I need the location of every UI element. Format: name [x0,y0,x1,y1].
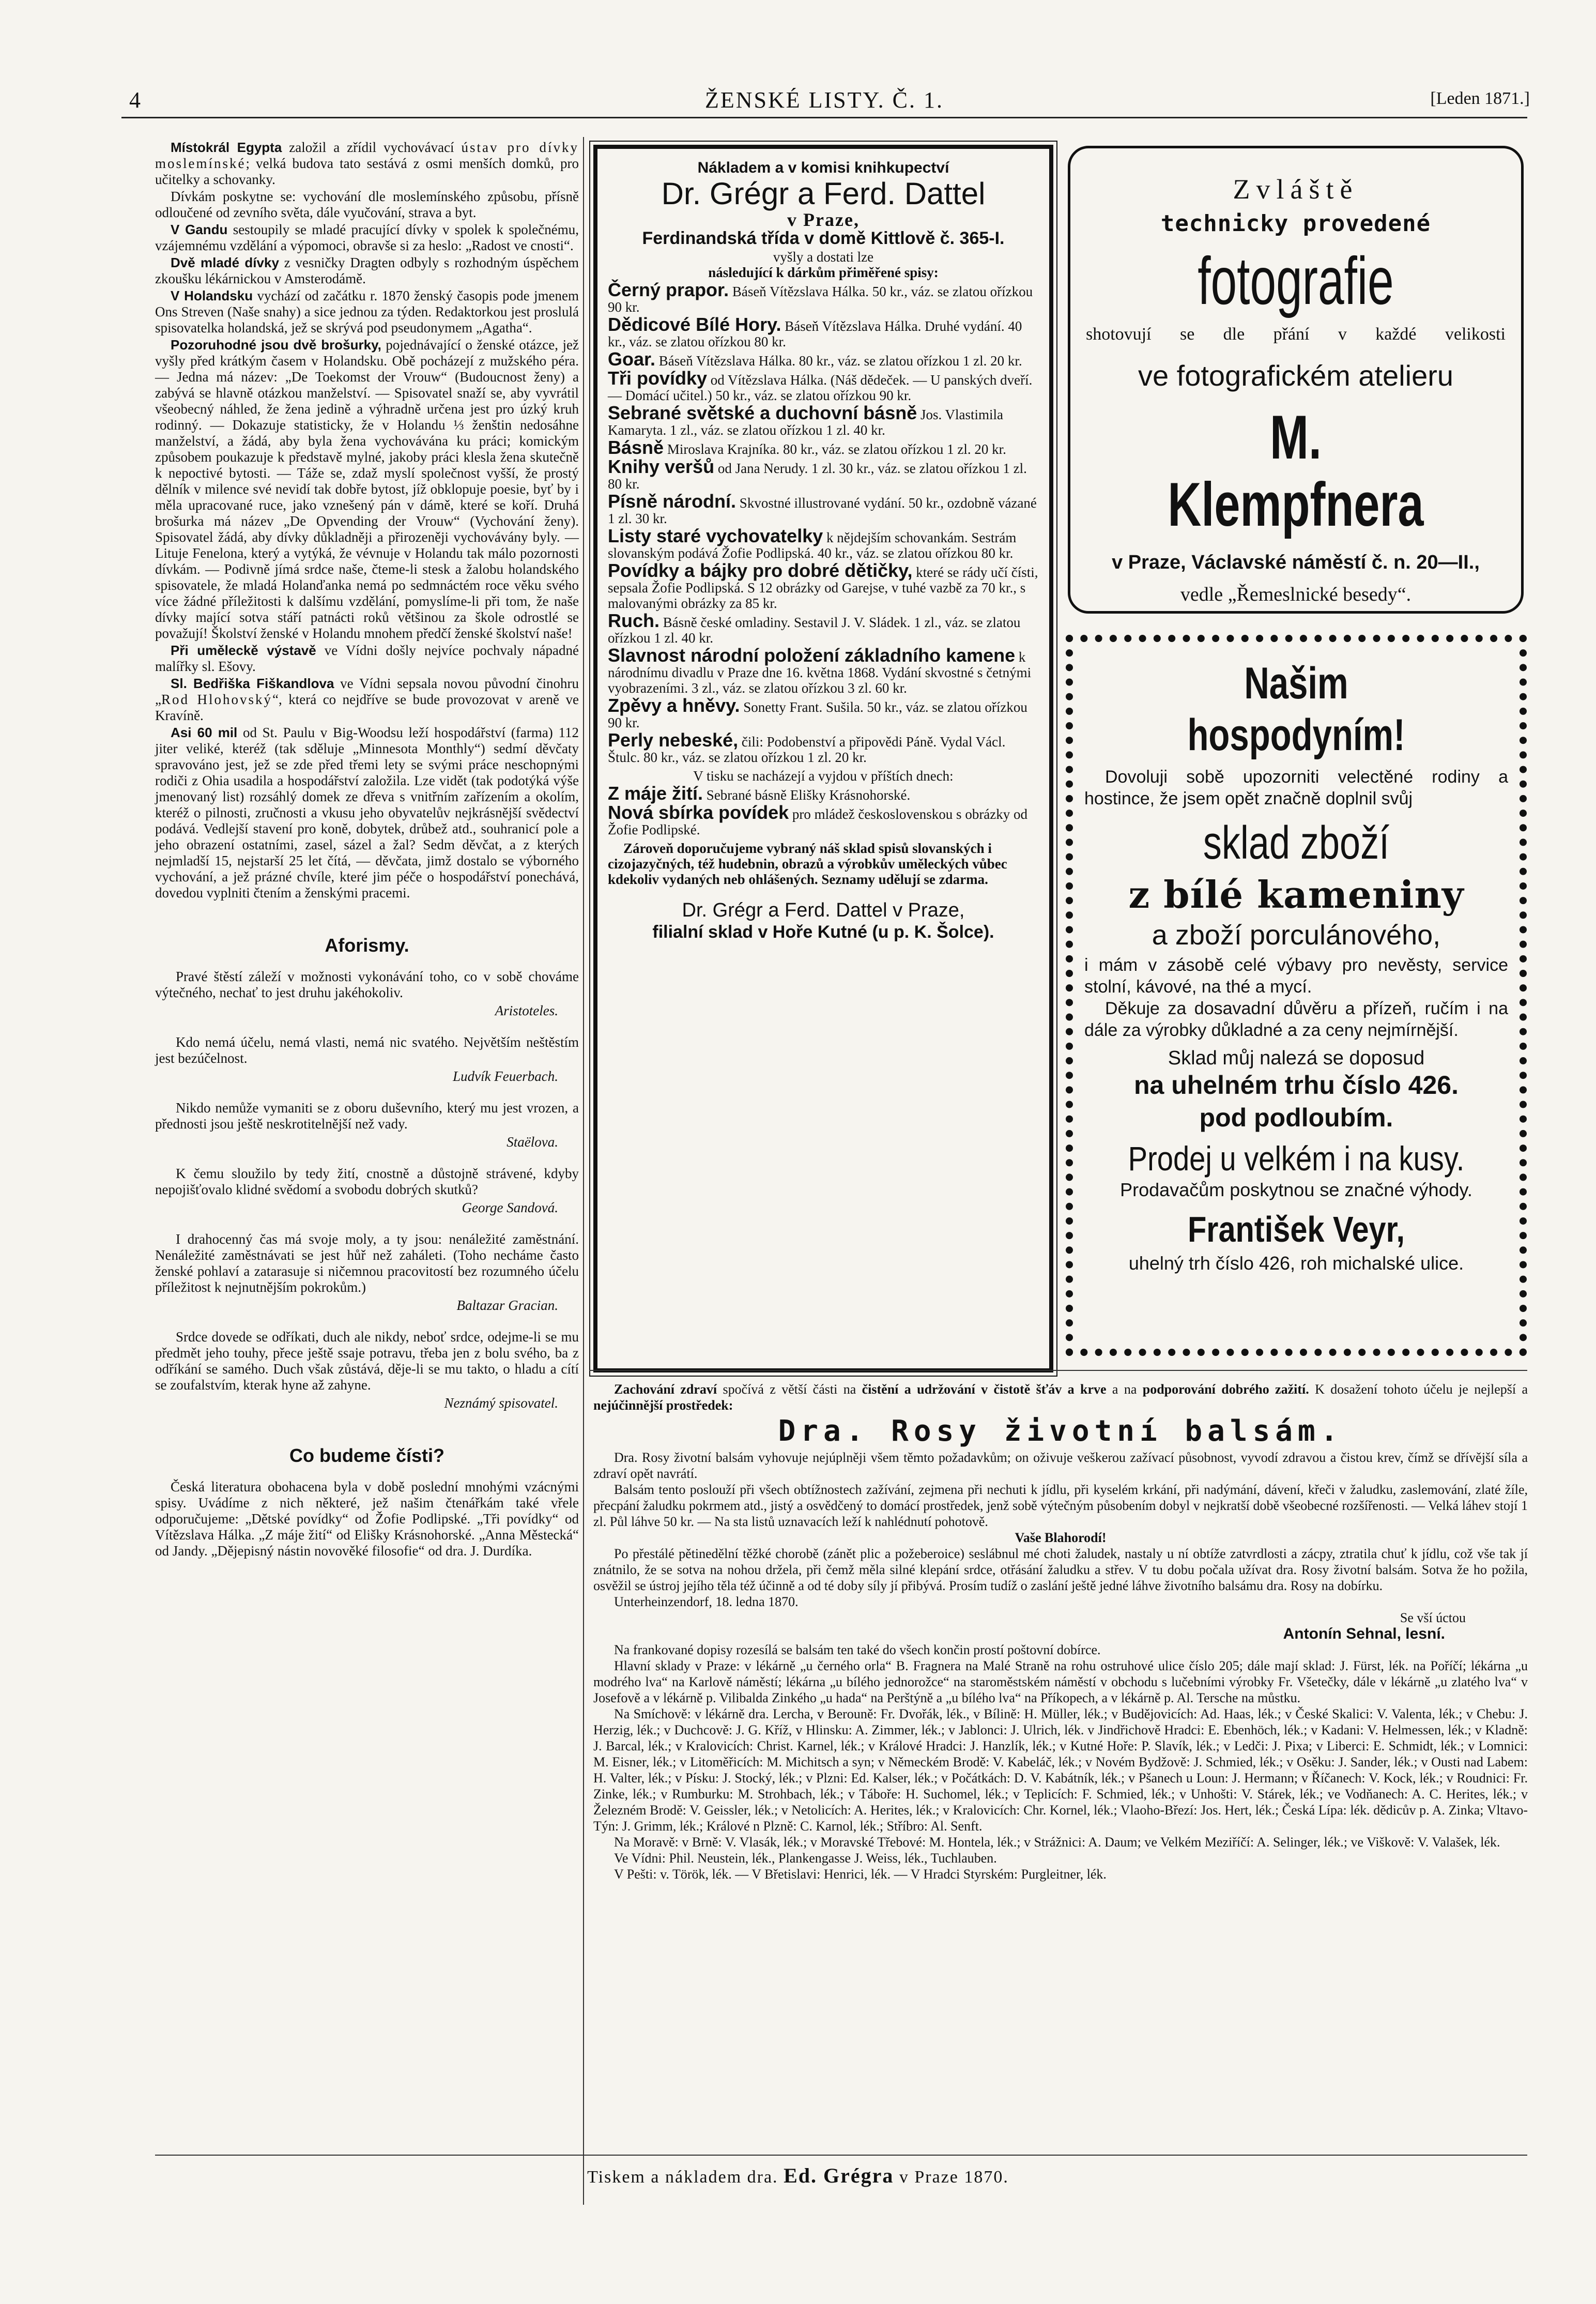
book-entry: Nová sbírka povídek pro mládež československou s obrázky od Žofie Podlipské. [608,802,1028,837]
housewives-line: Prodavačům poskytnou se značné výhody. [1120,1179,1472,1200]
balsam-text: Po přestálé pětinedělní těžké chorobě (zánět plic a požeberoice) seslábnul mé choti žaludek, nastaly u ní obtíže zatvrdlosti a zácpy, ztratila chuť k jídlu, což vše tak jí znátnilo, že se sotva na nohou držela, při čemž měla silné klepání srdce, otřásání žaludku a střev. V tu dobu počala užívat dra. Rosy životní balsám. Sotva že ho požila, osvěžil se ústroj jejího těla též účinně a od té doby síly jí přibývá. Prosím tudíž o zaslání ještě jedné láhve životního balsámu dra. Rosy na dobírku. [593,1546,1528,1593]
letter-salutation: Vaše Blahorodí! [1015,1530,1107,1545]
header-rule [121,117,1527,118]
book-entry: Perly nebeské, čili: Podobenství a připovědi Páně. Vydal Václ. Štulc. 80 kr., váz. se zlatou ořízkou 1 zl. 20 kr. [608,729,1006,765]
recommendation: Zároveň doporučujeme vybraný náš sklad spisů slovanských i cizojazyčných, též hudebnin, obrazů a výrobkův uměleckých vůbec kdekoliv vydaných neb ohlášených. Seznamy udělují se zdarma. [608,841,1007,887]
book-entry: Listy staré vychovatelky k nějdejším schovankám. Sestrám slovanským podává Žofie Podlipská. 40 kr., váz. se zlatou ořízkou 80 kr. [608,525,1017,561]
balsam-depots: V Pešti: v. Török, lék. — V Břetislavi: Henrici, lék. — V Hradci Styrském: Purgleitner, lék. [614,1867,1107,1882]
housewives-line: a zboží porculánového, [1152,920,1441,951]
balsam-depots: Na Smíchově: v lékárně dra. Lercha, v Berouně: Fr. Dvořák, lék., v Bílině: H. Müller, lék.; v Budějovicích: Ad. Haas, lék.; v České Skalici: V. Valenta, lék.; v Chebu: J. Herzig, lék.; v Duchcově: J. G. Kříž, v Hlinsku: A. Zimmer, lék.; v Jablonci: J. Ulrich, lék. v Jindřichově Hradci: E. Ebenhöch, lék.; v Kadani: V. Helmessen, lék.; v Kladně: J. Barcal, lék.; v Kralovicích: Christ. Karnel, lék.; v Králové Hradci: J. Hanzlík, lék.; v Kutné Hoře: P. Slavík, lék.; v Ledči: J. Pixa; v Liberci: E. Schmidt, lék.; v Lomnici: M. Eisner, lék.; v Litoměřicích: M. Michitsch a syn; v Německém Brodě: V. Kabeláč, lék.; v Novém Bydžově: J. Schmied, lék.; v Osěku: J. Sander, lék.; v Ousti nad Labem: H. Valter, lék.; v Písku: J. Stocký, lék.; v Plzni: Ed. Kalser, lék.; v Počátkách: D. V. Kabátník, lék.; v Pšanech u Loun: J. Hermann; v Říčanech: V. Kock, lék.; v Roudnici: Fr. Zinke, lék.; v Rumburku: M. Strohbach, lék.; v Táboře: H. Suchomel, lék.; v Teplicích: F. Schmied, lék.; v Unhošti: V. Stárek, lék.; ve Vodňanech: A. C. Herites, lék.; v Železném Brodě: V. Geissler, lék.; v Netolicích: A. Herites, lék.; v Kralovicích: Chr. Kornel, lék.; Vlaoho-Březí: Jos. Hert, lék.; Česká Lípa: lék. dědicův p. A. Zinka; Vltavo-Týn: J. Grimm, lék.; Králové n Plzně: C. Karnol, lék.; Stříbro: Al. Senft. [593,1706,1528,1834]
housewives-line: Prodej u velkém i na kusy. [1128,1139,1465,1178]
publisher-city: v Praze, [787,209,860,230]
letter-closing: Se vší úctou [1400,1610,1466,1625]
letter-signature: Antonín Sehnal, lesní. [1283,1625,1445,1642]
balsam-text: Balsám tento poslouží při všech obtížnostech zažívání, zejmena při nechuti k jídlu, při kyselém krkání, při nadýmání, dávení, křeči v žaludku, zaslemování, zlaté žíle, přecpání žaludku pokrmem atd., jistý a osvědčený to domácí prostředek, jenž sobě výtečným působením dobyl v nejkratší době všeobecné rozšířenosti. — Velká láhev stojí 1 zl. Půl láhve 50 kr. — Na sta listů uznavacích leží k nahlédnutí pohotově. [593,1482,1528,1529]
publisher-address: Ferdinandská třída v domě Kittlově č. 365-I. [642,228,1005,248]
aphorism-text: I drahocenný čas má svoje moly, a ty jsou: nenáležité zaměstnání. Nenáležité zaměstnávati se jest hůř než zaháleti. (Toho necháme často ženské pohlaví a zatarasuje si ničemnou pracovitostí bez rozumného účelu příležitost k nejnutnějším pokrokům.) [155,1231,579,1295]
publisher-advertisement [593,145,1053,1372]
balsam-depots: Hlavní sklady v Praze: v lékárně „u černého orla“ B. Fragnera na Malé Straně na rohu ostruhové ulice číslo 205; dále mají sklad: J. Fürst, lék. na Poříčí; lékárna „u modrého lva“ na Karlově náměstí; lékárna „u bílého jednorožce“ na staroměstském náměstí v obchodu s lučebními výrobky Fr. Všetečky, dále v lékárně „u zlatého lva“ v Josefově a v lékárně p. Vilibalda Zinkého „u hada“ na Perštýně a „u bílého lva“ na Příkopech, a v lékárně p. Al. Tersche na můstku. [593,1658,1528,1705]
publisher-branch: filialní sklad v Hoře Kutné (u p. K. Šolce). [652,922,994,942]
balsam-depots: Na Moravě: v Brně: V. Vlasák, lék.; v Moravské Třebové: M. Hontela, lék.; v Strážnici: A. Daum; ve Velkém Meziříčí: A. Selinger, lék.; ve Viškově: V. Valašek, lék. [614,1835,1500,1850]
book-entry: Zpěvy a hněvy. Sonetty Frant. Sušila. 50 kr., váz. se zlatou ořízkou 90 kr. [608,695,1027,730]
housewives-line: sklad zboží [1203,817,1390,869]
book-entry: Slavnost národní položení základního kamene k národnímu divadlu v Praze dne 16. května 1868. Vydání skvostné s četnými vyobrazeními. 3 zl., váz. se zlatou ořízkou 3 zl. 60 kr. [608,645,1032,696]
reading-text: Česká literatura obohacena byla v době poslední mnohými vzácnými spisy. Uvádíme z nich některé, jež našim čtenářkám také vřele odporučujeme: „Dětské povídky“ od Žofie Podlipské. „Tři povídky“ od Vítězslava Hálka. „Z máje žití“ od Elišky Krásnohorské. „Anna Městecká“ od Jandy. „Dějepisný nástin novověké filosofie“ od dra. J. Durdíka. [155,1479,579,1559]
aphorism-text: Pravé štěstí záleží v možnosti vykonávání toho, co v sobě chováme výtečného, nechať to jest druhu jakéhokoliv. [155,969,579,1000]
merchant-address: uhelný trh číslo 426, roh michalské ulice. [1128,1253,1464,1274]
reading-heading: Co budeme čísti? [289,1445,445,1466]
balsam-text: Dra. Rosy životní balsám vyhovuje nejúplněji všem těmto požadavkům; on oživuje veškerou zažívací působnost, vyvodí zdravou a čistou krev, čímž se dřívější síla a zdraví opět navrátí. [593,1450,1528,1481]
aphorism-text: Nikdo nemůže vymaniti se z oboru duševního, který mu jest vrozen, a přednosti jsou ještě neskrotitelnější než vady. [155,1100,579,1132]
book-entry: Povídky a bájky pro dobré dětičky, které se rády učí čísti, sepsala Žofie Podlipská. S 12 obrázky od Garejse, v tuhé vazbě za 70 kr., s malovanými obrázky za 85 kr. [608,560,1038,611]
photo-ad-line: ve fotografickém atelieru [1138,359,1454,392]
section-divider [589,1370,1527,1371]
aphorism-author: George Sandová. [462,1200,558,1215]
photo-ad-line: technicky provedené [1160,210,1431,237]
housewives-text: i mám v zásobě celé výbavy pro nevěsty, service stolní, kávové, na thé a mycí. [1084,955,1508,997]
news-item: Dívkám poskytne se: vychování dle moslemínského způsobu, přísně odloučené od zevního světa, dále vyučování, strava a byt. [155,189,579,220]
publisher-footer-name: Dr. Grégr a Ferd. Dattel v Praze, [682,899,965,921]
news-item: Sl. Bedřiška Fiškandlova ve Vídni sepsala novou původní činohru „Rod Hlohovský“, která co nejdříve se bude provozovat v areně ve Kravíně. [155,676,579,723]
news-item: Asi 60 mil od St. Paulu v Big-Woodsu leží hospodářství (farma) 112 jiter veliké, kteréž (tak sděluje „Minnesota Monthly“) sedmí děvčaty spravováno jest, jež se zde před třemi lety se svými práce neschopnými rodiči z Ohia usadila a hospodářství založila. Lze vidět (tak podotýká výše jmenovaný list) rozsáhlý domek ze dřeva s vnitřním zařízením a okolím, kteréž o pilnosti, zručnosti a vkusu jeho obyvatelův nejkrásnější svědectví podává. Vedlejší stavení pro koně, dobytek, drůbež atd., souhranicí pole a jeho obrazení ostatními, zasel, sázel a žal? Sedm děvčat, a z kterých nejmladší 15, nejstarší 25 let čítá, — děvčata, jimž dostalo se výborného vychování, a jež prázné chvíle, které jim péče o hospodářství ponechává, dovedou vyplniti čtením a ženskými pracemi. [155,725,579,901]
column-divider [583,137,584,2205]
balsam-advertisement [593,1381,1528,1882]
photo-ad-line: shotovují se dle přání v každé velikosti [1086,325,1506,344]
book-entry: Ruch. Básně české omladiny. Sestavil J. V. Sládek. 1 zl., váz. se zlatou ořízkou 1 zl. 40 kr. [608,610,1021,646]
publisher-intro: Nákladem a v komisi knihkupectví [697,159,949,176]
housewives-text: Dovoluji sobě upozorniti velectěné rodiny a hostince, že jsem opět značně doplnil svůj [1084,767,1508,808]
photo-ad-line: vedle „Řemeslnické besedy“. [1180,584,1411,605]
housewives-title: Našim hospodyním! [1187,659,1405,760]
photo-ad-headline: fotografie [1198,243,1394,318]
book-entry: Sebrané světské a duchovní básně Jos. Vlastimila Kamaryta. 1 zl., váz. se zlatou ořízkou 1 zl. 40 kr. [608,402,1004,438]
book-entry: Goar. Báseň Vítězslava Hálka. 80 kr., váz. se zlatou ořízkou 1 zl. 20 kr. [608,348,1022,370]
book-entry: Z máje žití. Sebrané básně Elišky Krásnohorské. [608,783,911,804]
housewives-line: Sklad můj nalezá se doposud [1168,1047,1425,1069]
housewives-text: Děkuje za dosavadní důvěru a přízeň, ručím i na dále za výrobky důkladné a za ceny nejmírnější. [1084,999,1508,1040]
book-entry: Písně národní. Skvostné illustrované vydání. 50 kr., ozdobně vázané 1 zl. 30 kr. [608,491,1037,526]
housewives-line: pod podloubím. [1199,1103,1393,1132]
aphorism-author: Neznámý spisovatel. [444,1395,558,1411]
book-entry: Dědicové Bílé Hory. Báseň Vítězslava Hálka. Druhé vydání. 40 kr., váz. se zlatou ořízkou 80 kr. [608,314,1022,349]
left-column [155,140,579,1560]
news-item: Při uměleckě výstavě ve Vídni došly nejvíce pochvaly nápadné malířky sl. Ešovy. [155,643,579,674]
housewives-line: na uhelném trhu číslo 426. [1134,1071,1459,1100]
aphorism-author: Aristoteles. [495,1003,558,1018]
photo-ad-line: Zvláště [1233,174,1359,205]
balsam-intro: Zachování zdraví spočívá z větší části na čistění a udržování v čistotě šťáv a krve a na podporování dobrého zažití. K dosažení tohoto účelu je nejlepší a nejúčinnější prostředek: [593,1382,1528,1413]
news-item: V Gandu sestoupily se mladé pracující dívky v spolek k společnému, vzájemnému vzdělání a výpomoci, obravše si za heslo: „Radost ve cnosti“. [155,222,579,253]
printer-footer: Tiskem a nákladem dra. Ed. Grégra v Praze 1870. [587,2164,1009,2187]
book-entry: Tři povídky od Vítězslava Hálka. (Náš dědeček. — U panských dveří. — Domácí učitel.) 50 kr., váz. se zlatou ořízkou 90 kr. [608,368,1033,403]
photographer-name: M. Klempfnera [1168,403,1424,539]
page-header [119,87,1530,118]
balsam-depots: Ve Vídni: Phil. Neustein, lék., Plankengasse J. Weiss, lék., Tuchlauben. [614,1851,997,1866]
housewives-advertisement [1066,635,1527,1356]
news-item: Místokrál Egypta založil a zřídil vychovávací ústav pro dívky moslemínské; velká budova tato sestává z osmi menších domků, pro učitelky a schovanky. [155,140,579,187]
merchant-name: František Veyr, [1187,1209,1405,1249]
publisher-intro-3: následující k dárkům přiměřené spisy: [708,265,939,280]
photography-advertisement [1068,146,1524,614]
page-number: 4 [129,87,141,113]
issue-date: [Leden 1871.] [1430,89,1530,108]
aphorism-text: Srdce dovede se odříkati, duch ale nikdy, neboť srdce, odejme-li se mu předmět jeho touhy, přece ještě ssaje potravu, třeba jen z bolu svého, ba z odříkání se samého. Duch však zůstává, děje-li se mu takto, o hladu a cítí se zoufalstvím, kterak hyne až zahyne. [155,1329,579,1393]
masthead-title: ŽENSKÉ LISTY. Č. 1. [705,87,944,113]
photo-ad-address: v Praze, Václavské náměstí č. n. 20—II., [1112,552,1480,573]
aphorism-author: Ludvík Feuerbach. [453,1069,558,1084]
balsam-text: Na frankované dopisy rozesílá se balsám ten také do všech končin prostí poštovní dobírce. [614,1642,1101,1657]
aforismy-heading: Aforismy. [325,935,409,956]
aphorism-author: Baltazar Gracian. [456,1298,558,1313]
aphorism-text: K čemu sloužilo by tedy žití, cnostně a důstojně strávené, kdyby nepojišťovalo klidné svědomí a svobodu dobrých skutků? [155,1166,579,1197]
book-entry: Knihy veršů od Jana Nerudy. 1 zl. 30 kr., váz. se zlatou ořízkou 1 zl. 80 kr. [608,456,1027,492]
aphorism-text: Kdo nemá účelu, nemá vlasti, nemá nic svatého. Největším neštěstím jest bezúčelnost. [155,1034,579,1066]
book-entry: Básně Miroslava Krajníka. 80 kr., váz. se zlatou ořízkou 1 zl. 20 kr. [608,437,1006,458]
book-entry: Černý prapor. Báseň Vítězslava Hálka. 50 kr., váz. se zlatou ořízkou 90 kr. [608,279,1033,315]
news-item: Pozoruhodné jsou dvě brošurky, pojednávající o ženské otázce, jež vyšly před krátkým časem v Holandsku. Obě pocházejí z mužského péra. — Jedna má název: „De Toekomst der Vrouw“ (Budoucnost ženy) a zabývá se hlavně otázkou manželství. — Spisovatel snaží se, aby vyvrátil všeobecný náhled, že žena jedině a výhradně určena jest pro úzký kruh rodinný. — Dokazuje statisticky, že v Holandu ⅓ ženštin nedosáhne manželství, a žádá, aby byla žena vychovávána ku práci; komickým způsobem poukazuje k představě mylné, jakoby práci klesla žena skutečně k nepoctivé bytosti. — Táže se, zdaž myslí společnost vyšší, že prostý dělník v milence své nevidí tak dobře bytost, jíž obklopuje poesie, byť by i měla upracované ruce, jako vznešený pán v dámě, které se koří. Druhá brošurka má název „De Opvending der Vrouw“ (Vychování ženy). Spisovatel žádá, aby dívky důkladněji a přirozeněji vychovávány byly. — Lituje Fenelona, který a vytýká, že vévnuje v Holandu tak málo pozornosti dívkám. — Podivně jímá srdce naše, čteme-li stesk a žalobu holandského spisovatele, že mladá Holanďanka nemá po sedmnáctém roce věku svého více žádné příležitosti k dalšímu vzdělání, pomyslíme-li při tom, že naše dívky mající sotva stáří patnácti roků většinou za škole odrostlé se považují! Školství ženské v Holandu mnohem předčí ženské školství naše! [155,337,579,641]
footer-rule [155,2155,1527,2156]
balsam-banner: Dra. Rosy životní balsám. [778,1414,1343,1448]
publisher-intro-2: vyšly a dostati lze [773,249,874,265]
aphorism-author: Staëlova. [507,1134,558,1150]
aforismy-list [155,969,579,1411]
publisher-name: Dr. Grégr a Ferd. Dattel [661,176,986,211]
news-item: Dvě mladé dívky z vesničky Dragten odbyly s rozhodným úspěchem zkoušku lékárnickou v Amsterodámě. [155,255,579,286]
letter-place-date: Unterheinzendorf, 18. ledna 1870. [614,1594,799,1609]
press-note: V tisku se nacházejí a vyjdou v příštích dnech: [693,768,954,784]
news-item: V Holandsku vychází od začátku r. 1870 ženský časopis pode jmenem Ons Streven (Naše snahy) a sice jednou za týden. Redaktorkou jest proslulá spisovatelka holandská, jež se skrývá pod pseudonymem „Agatha“. [155,288,579,335]
housewives-line: z bílé kameniny [1128,873,1464,917]
